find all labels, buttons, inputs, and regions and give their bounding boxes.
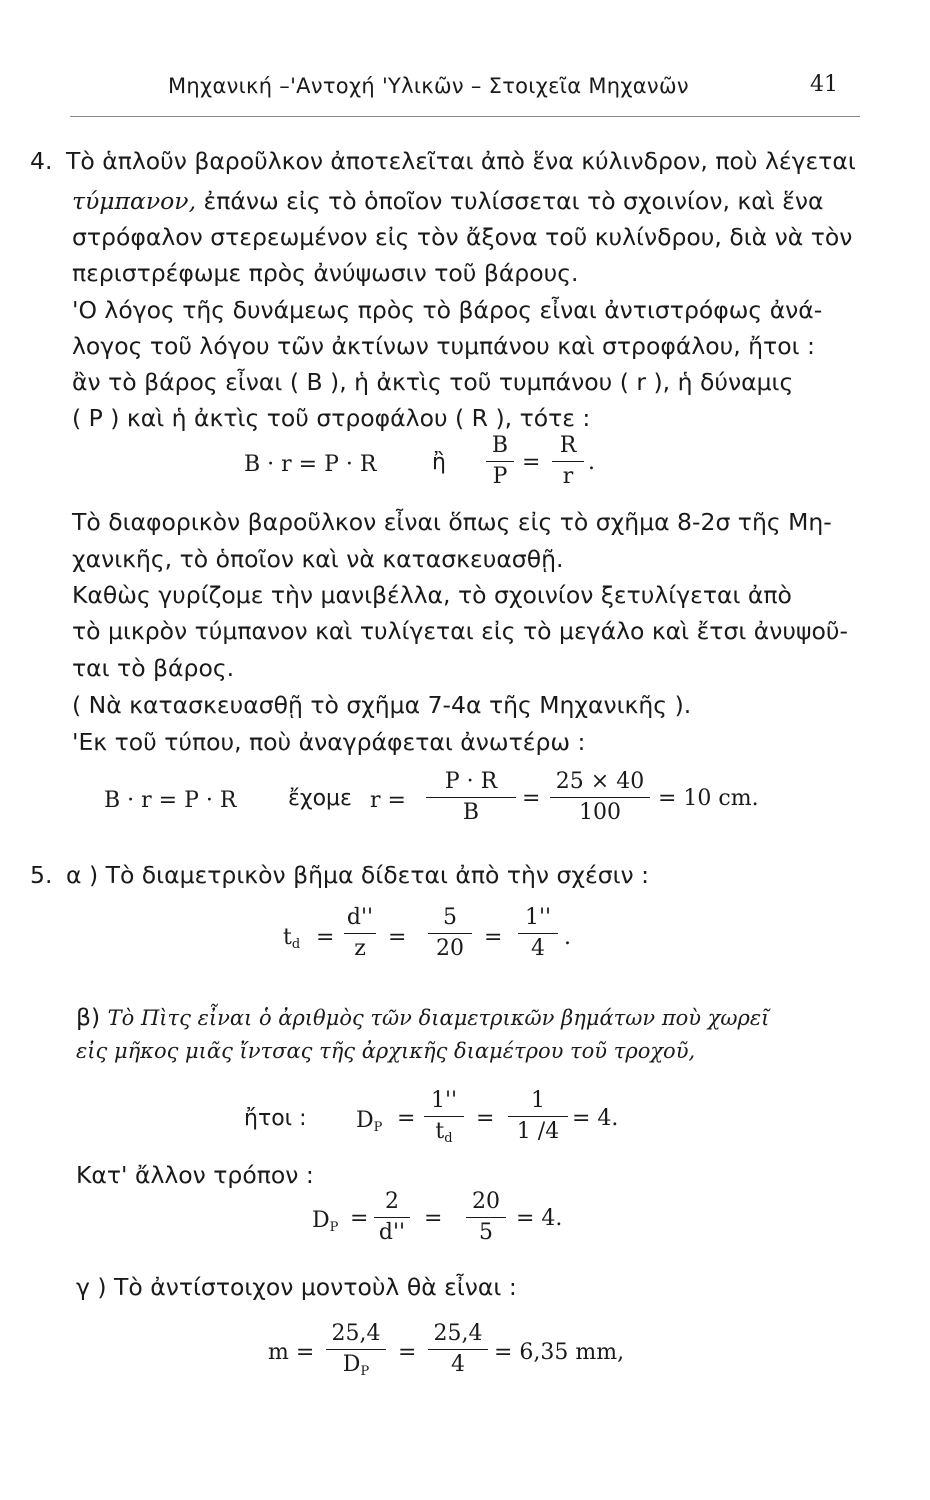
formula-2-r: r =	[370, 788, 406, 813]
header-rule	[70, 116, 860, 117]
section-4-line-14: ( Νὰ κατασκευασθῇ τὸ σχῆμα 7-4α τῆς Μηχανικῆς ).	[72, 691, 692, 719]
symbol: t	[283, 925, 292, 950]
denominator: r	[562, 464, 574, 489]
formula-m-lhs: m =	[268, 1340, 315, 1365]
subscript: P	[373, 1120, 383, 1135]
formula-td-fraction-1	[344, 904, 376, 963]
section-4-line-3: στρόφαλον στερεωμένον εἰς τὸν ἄξονα τοῦ κυλίνδρου, διὰ νὰ τὸν	[72, 223, 853, 251]
formula-1-fraction-2	[552, 432, 584, 491]
text: α ) Τὸ διαμετρικὸν βῆμα δίδεται ἀπὸ τὴν σχέσιν :	[66, 861, 650, 889]
numerator: 1''	[524, 905, 552, 930]
denominator: P	[492, 464, 508, 489]
formula-td-period: .	[564, 925, 571, 950]
kat-allon-line: Κατ' ἄλλον τρόπον :	[76, 1161, 314, 1189]
section-4-line-6: λογος τοῦ λόγου τῶν ἀκτίνων τυμπάνου καὶ στροφάλου, ἤτοι :	[72, 332, 815, 360]
numerator: 2	[385, 1189, 399, 1214]
beta-text-1: Τὸ Πὶτς εἶναι ὁ ἀριθμὸς τῶν διαμετρικῶν βημάτων ποὺ χωρεῖ	[107, 1006, 770, 1030]
subscript: P	[360, 1364, 370, 1379]
denominator: B	[462, 800, 480, 825]
section-4-line-9: Τὸ διαφορικὸν βαροῦλκον εἶναι ὅπως εἰς τὸ σχῆμα 8-2σ τῆς Μη-	[72, 508, 832, 536]
formula-dp-equals: =	[397, 1106, 416, 1131]
subscript: P	[329, 1220, 339, 1235]
section-4-line-15: 'Εκ τοῦ τύπου, ποὺ ἀναγράφεται ἀνωτέρω :	[72, 728, 586, 756]
denominator: 20	[436, 936, 464, 961]
section-4-line-1	[30, 144, 856, 178]
formula-td-fraction-2	[428, 904, 472, 963]
beta-label: β)	[76, 1003, 101, 1031]
formula-1-fraction-1	[486, 432, 514, 491]
denominator: 5	[479, 1220, 493, 1245]
symbol: t	[435, 1119, 445, 1144]
denominator	[326, 1351, 386, 1386]
formula-td-equals-2: =	[388, 925, 407, 950]
subscript: d	[444, 1131, 453, 1146]
formula-dp2-lhs	[312, 1208, 338, 1235]
formula-dp-fraction-1	[424, 1087, 464, 1153]
numerator: d''	[346, 905, 374, 930]
denominator: 4	[451, 1352, 465, 1377]
numerator: P · R	[444, 769, 498, 794]
numerator: 1''	[430, 1088, 458, 1113]
formula-dp2-result: = 4.	[516, 1206, 563, 1231]
formula-m-fraction-1	[326, 1320, 386, 1386]
formula-1-or: ἢ	[432, 450, 446, 475]
formula-m-fraction-2	[428, 1320, 488, 1379]
section-4-line-2	[72, 184, 872, 218]
section-5-number: 5.	[30, 861, 53, 889]
section-4-line-10: χανικῆς, τὸ ὁποῖον καὶ νὰ κατασκευασθῇ.	[72, 545, 564, 573]
formula-dp-result: = 4.	[572, 1106, 619, 1131]
denominator: 100	[579, 800, 621, 825]
formula-dp-equals-2: =	[476, 1106, 495, 1131]
gamma-line: γ ) Τὸ ἀντίστοιχον μοντοὺλ θὰ εἶναι :	[76, 1273, 517, 1301]
section-4-line-13: ται τὸ βάρος.	[72, 654, 235, 682]
section-4-line-5: 'Ο λόγος τῆς δυνάμεως πρὸς τὸ βάρος εἶναι ἀντιστρόφως ἀνά-	[72, 296, 823, 324]
subscript: d	[291, 937, 301, 952]
numerator: 25,4	[433, 1321, 483, 1346]
section-4-line-8: ( P ) καὶ ἡ ἀκτὶς τοῦ στροφάλου ( R ), τότε :	[72, 404, 591, 432]
numerator: 20	[472, 1189, 500, 1214]
formula-td-lhs	[283, 925, 300, 952]
numerator: R	[559, 433, 577, 458]
running-header	[0, 68, 930, 108]
formula-2-equals: =	[522, 786, 541, 811]
formula-2-fraction-2	[550, 768, 650, 827]
formula-dp-etoi: ἤτοι :	[244, 1106, 307, 1131]
denominator	[424, 1118, 464, 1153]
formula-td-fraction-3	[518, 904, 558, 963]
italic-term: τύμπανον,	[72, 187, 197, 215]
formula-dp-lhs	[356, 1108, 382, 1135]
symbol: D	[356, 1108, 374, 1133]
denominator: 1 /4	[516, 1119, 560, 1144]
denominator: z	[354, 936, 366, 961]
denominator: 4	[531, 936, 545, 961]
numerator: B	[491, 433, 509, 458]
header-title: Μηχανική –'Αντοχή 'Υλικῶν – Στοιχεῖα Μηχανῶν	[168, 74, 689, 98]
formula-dp2-equals: =	[350, 1206, 369, 1231]
formula-td-equals: =	[316, 925, 335, 950]
formula-dp2-equals-2: =	[424, 1206, 443, 1231]
formula-m-result: = 6,35 mm,	[494, 1340, 625, 1365]
formula-dp-fraction-2	[508, 1087, 568, 1146]
formula-2-result: = 10 cm.	[658, 786, 759, 811]
section-4-line-4: περιστρέφωμε πρὸς ἀνύψωσιν τοῦ βάρους.	[72, 259, 579, 287]
beta-text-2: εἰς μῆκος μιᾶς ἴντσας τῆς ἀρχικῆς διαμέτρου τοῦ τροχοῦ,	[76, 1039, 696, 1063]
section-4-line-12: τὸ μικρὸν τύμπανον καὶ τυλίγεται εἰς τὸ μεγάλο καὶ ἔτσι ἀνυψοῦ-	[72, 617, 848, 645]
numerator: 5	[443, 905, 457, 930]
formula-dp2-fraction-2	[466, 1188, 506, 1247]
formula-dp2-fraction-1	[374, 1188, 410, 1247]
text: Τὸ ἁπλοῦν βαροῦλκον ἀποτελεῖται ἀπὸ ἕνα κύλινδρον, ποὺ λέγεται	[66, 147, 856, 175]
symbol: D	[342, 1352, 361, 1377]
formula-1-period: .	[588, 450, 595, 475]
numerator: 25 × 40	[555, 769, 645, 794]
formula-1-left: B · r = P · R	[244, 452, 377, 477]
denominator: d''	[378, 1220, 406, 1245]
section-4-line-7: ἂν τὸ βάρος εἶναι ( B ), ἡ ἀκτὶς τοῦ τυμπάνου ( r ), ἡ δύναμις	[72, 368, 794, 396]
formula-1-equals: =	[522, 450, 541, 475]
section-5-alpha-line	[30, 858, 830, 892]
numerator: 1	[531, 1088, 545, 1113]
numerator: 25,4	[331, 1321, 381, 1346]
beta-line-1	[76, 1000, 876, 1035]
page-number: 41	[810, 72, 838, 97]
formula-m-equals: =	[398, 1340, 417, 1365]
beta-line-2	[76, 1033, 876, 1068]
formula-td-equals-3: =	[484, 925, 503, 950]
formula-2-left: B · r = P · R	[104, 788, 237, 813]
formula-2-word: ἔχομε	[288, 786, 352, 811]
section-4-line-11: Καθὼς γυρίζομε τὴν μανιβέλλα, τὸ σχοινίον ξετυλίγεται ἀπὸ	[72, 581, 792, 609]
symbol: D	[312, 1208, 330, 1233]
section-4-number: 4.	[30, 147, 53, 175]
formula-2-fraction-1	[426, 768, 516, 827]
text: ἐπάνω εἰς τὸ ὁποῖον τυλίσσεται τὸ σχοινίον, καὶ ἕνα	[196, 187, 824, 215]
